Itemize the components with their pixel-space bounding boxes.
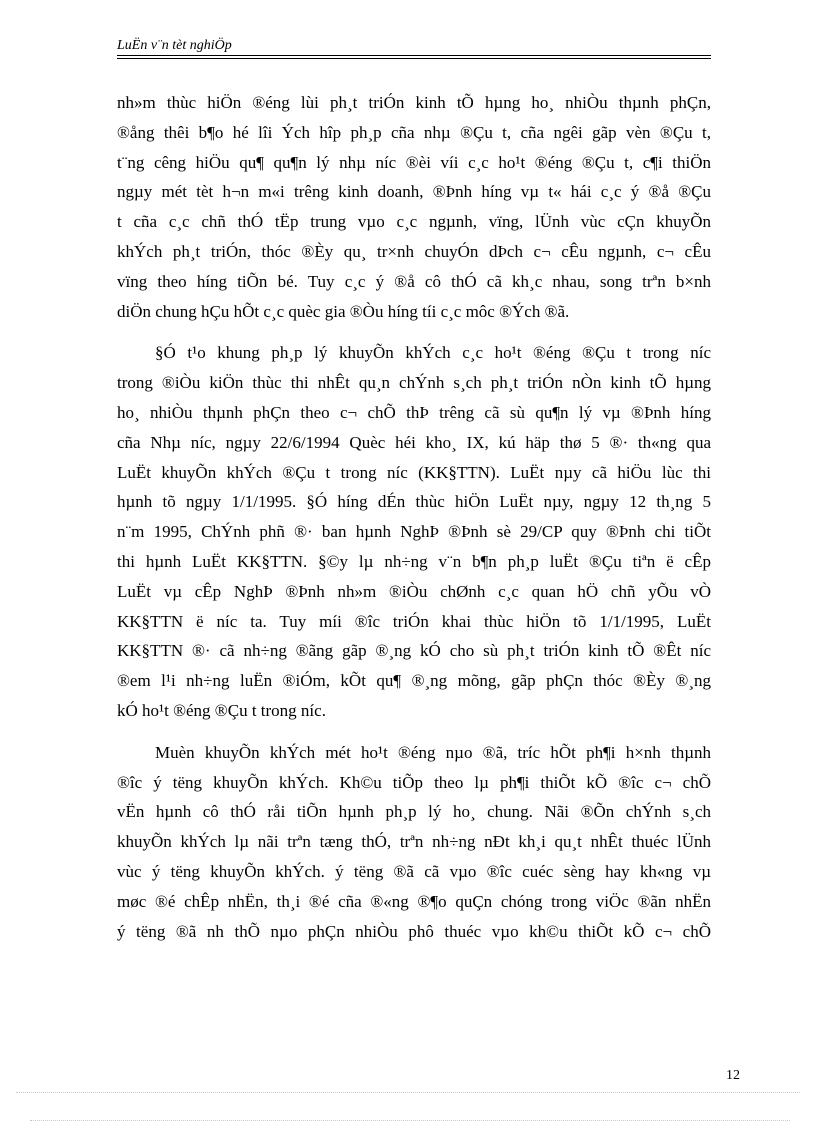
text-line: nh»m thùc hiÖn ®éng lùi ph¸t triÓn kinh tÕ hµng ho¸ nhiÒu thµnh phÇn, (117, 93, 711, 112)
text-line: ngµy mét tèt h¬n m«i trêng kinh doanh, ®Þnh híng vµ t« hái c¸c ý ®å ®Çu (117, 182, 711, 202)
text-line: ®îc ý tëng khuyÕn khÝch. Kh©u tiÕp theo lµ ph¶i thiÕt kÕ ®îc c¬ chÕ (117, 772, 711, 792)
text-line: LuËt khuyÕn khÝch ®Çu t trong níc (KK§TTN). LuËt nµy cã hiÖu lùc thi (117, 462, 711, 482)
text-line: cña Nhµ níc, ngµy 22/6/1994 Quèc héi kho¸ IX, kú häp thø 5 ®· th«ng qua (117, 432, 711, 452)
text-line: KK§TTN ë níc ta. Tuy míi ®îc triÓn khai thùc hiÖn tõ 1/1/1995, LuËt (117, 611, 711, 631)
text-line: vùc ý tëng khuyÕn khÝch. ý tëng ®ã cã vµo ®îc cuéc sèng hay kh«ng vµ (117, 861, 711, 881)
text-line: khuyÕn khÝch lµ nãi trªn tæng thÓ, trªn nh÷ng nÐt kh¸i qu¸t nhÊt thuéc lÜnh (117, 832, 711, 852)
text-line: vËn hµnh cô thÓ råi tiÕn hµnh ph¸p lý ho¸ chung. Nãi ®Õn chÝnh s¸ch (117, 802, 711, 822)
header-rule-bottom (117, 58, 711, 59)
text-line: ho¸ nhiÒu thµnh phÇn theo c¬ chÕ thÞ trêng cã sù qu¶n lý vµ ®Þnh híng (117, 402, 711, 422)
body-text (117, 88, 711, 946)
text-line: Muèn khuyÕn khÝch mét ho¹t ®éng nµo ®ã, tríc hÕt ph¶i h×nh thµnh (155, 742, 711, 762)
page-number: 12 (726, 1068, 740, 1083)
header-rule-top (117, 55, 711, 56)
paragraph-3 (117, 738, 711, 947)
paragraph-gap (117, 326, 711, 338)
paragraph-1 (117, 88, 711, 326)
text-line: KK§TTN ®· cã nh÷ng ®ãng gãp ®¸ng kÓ cho sù ph¸t triÓn kinh tÕ ®Êt níc (117, 641, 711, 661)
text-line: ý tëng ®ã nh thÕ nµo phÇn nhiÒu phô thuéc vµo kh©u thiÕt kÕ c¬ chÕ (117, 921, 711, 941)
page-header (117, 38, 711, 60)
text-line: ®ång thêi b¶o hé lîi Ých hîp ph¸p cña nhµ ®Çu t, cña ngêi gãp vèn ®Çu t, (117, 122, 711, 142)
text-line: vïng theo híng tiÕn bé. Tuy c¸c ý ®å cô thÓ cã kh¸c nhau, song trªn b×nh (117, 271, 711, 291)
text-line: LuËt vµ cÊp NghÞ ®Þnh nh»m ®iÒu chØnh c¸c quan hÖ chñ yÕu vÒ (117, 581, 711, 601)
paragraph-2 (117, 338, 711, 725)
text-line: kÓ ho¹t ®éng ®Çu t trong níc. (117, 700, 326, 720)
text-line: t¨ng cêng hiÖu qu¶ qu¶n lý nhµ níc ®èi víi c¸c ho¹t ®éng ®Çu t, c¶i thiÖn (117, 152, 711, 172)
text-line: ®em l¹i nh÷ng luËn ®iÓm, kÕt qu¶ ®¸ng mõng, gãp phÇn thóc ®Èy ®¸ng (117, 671, 711, 691)
footer-divider (16, 1092, 800, 1093)
text-line: n¨m 1995, ChÝnh phñ ®· ban hµnh NghÞ ®Þnh sè 29/CP quy ®Þnh chi tiÕt (117, 522, 711, 542)
text-line: khÝch ph¸t triÓn, thóc ®Èy qu¸ tr×nh chuyÓn dÞch c¬ cÊu ngµnh, c¬ cÊu (117, 241, 711, 261)
running-header-title: LuËn v¨n tèt nghiÖp (117, 38, 232, 53)
text-line: t cña c¸c chñ thÓ tËp trung vµo c¸c ngµnh, vïng, lÜnh vùc cÇn khuyÕn (117, 212, 711, 232)
text-line: hµnh tõ ngµy 1/1/1995. §Ó híng dÉn thùc hiÖn LuËt nµy, ngµy 12 th¸ng 5 (117, 492, 711, 512)
text-line: trong ®iÒu kiÖn thùc thi nhÊt qu¸n chÝnh s¸ch ph¸t triÓn nÒn kinh tÕ hµng (117, 373, 711, 393)
text-line: møc ®é chÊp nhËn, th¸i ®é cña ®«ng ®¶o quÇn chóng trong viÖc ®ãn nhËn (117, 891, 711, 911)
text-line: thi hµnh LuËt KK§TTN. §©y lµ nh÷ng v¨n b¶n ph¸p luËt ®Çu tiªn ë cÊp (117, 551, 711, 571)
page-edge-divider (30, 1120, 790, 1121)
text-line: diÖn chung hÇu hÕt c¸c quèc gia ®Òu híng tíi c¸c môc ®Ých ®ã. (117, 301, 570, 321)
text-line: §Ó t¹o khung ph¸p lý khuyÕn khÝch c¸c ho¹t ®éng ®Çu t trong níc (155, 343, 711, 363)
paragraph-gap (117, 726, 711, 738)
